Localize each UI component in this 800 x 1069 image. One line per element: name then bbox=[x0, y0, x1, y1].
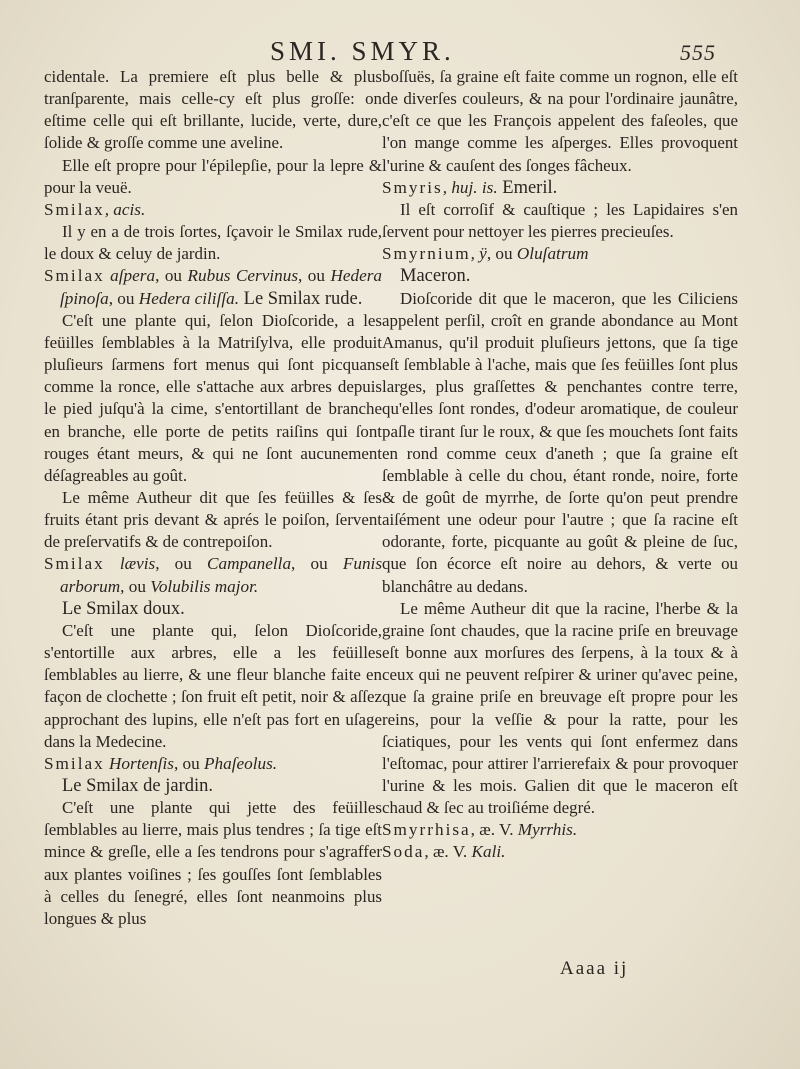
paragraph: Il y en a de trois ſortes, ſçavoir le Smilax rude, le doux & celuy de jardin. bbox=[44, 222, 382, 264]
separator: , ou bbox=[298, 266, 331, 286]
entry-heading bbox=[382, 819, 738, 841]
signature-mark: Aaaa ij bbox=[560, 958, 629, 979]
entry-heading bbox=[382, 841, 738, 863]
paragraph: Le même Autheur dit que ſes feüilles & ſes fruits étant pris devant & aprés le poiſon, ſervent de preſervatifs & de contrepoiſon. bbox=[44, 487, 382, 552]
french-name: Le Smilax rude. bbox=[239, 288, 363, 309]
page-number: 555 bbox=[680, 40, 716, 65]
synonym: Oluſatrum bbox=[516, 244, 589, 264]
paragraph: Il eſt corroſif & cauſtique ; les Lapidaires s'en ſervent pour nettoyer les pierres precieuſes. bbox=[382, 199, 738, 242]
entry-heading bbox=[44, 553, 382, 597]
synonym: Rubus Cervinus bbox=[187, 266, 299, 286]
french-name: Emeril. bbox=[497, 177, 558, 198]
synonym: Hortenſis bbox=[104, 753, 174, 773]
synonym: lævis bbox=[104, 554, 156, 574]
headword: Smyris bbox=[382, 177, 443, 197]
headword: Smyrnium bbox=[382, 244, 471, 264]
grammar: , æ. V. bbox=[470, 820, 514, 840]
french-name: Le Smilax doux. bbox=[62, 598, 185, 619]
synonym: aſpera bbox=[104, 266, 156, 286]
entry-heading bbox=[382, 243, 738, 265]
headword: Smilax bbox=[44, 266, 105, 286]
paragraph: Elle eſt propre pour l'épilepſie, pour la lepre & pour la veuë. bbox=[44, 155, 382, 197]
french-name: Maceron. bbox=[400, 266, 471, 287]
french-name: Le Smilax de jardin. bbox=[62, 776, 214, 796]
headword: Soda bbox=[382, 842, 425, 862]
synonym: Hedera ſpinoſa bbox=[60, 266, 383, 308]
separator: , ou bbox=[291, 554, 343, 574]
separator: , ou bbox=[120, 576, 151, 596]
running-head: SMI. SMYR. bbox=[270, 36, 455, 66]
entry-heading bbox=[44, 199, 382, 221]
separator: , ou bbox=[155, 266, 188, 286]
paragraph: Le même Autheur dit que la racine, l'herbe & la graine ſont chaudes, que la racine priſe en breuvage eſt bonne aux morſures des ſerpens, à la toux & à ceux qui ne peuvent reſpirer & uriner qu'avec peine, que ſa graine priſe en breuvage eſt propre pour les reins, pour la veſſie & pour la ratte, pour les ſciatiques, pour les vents qui ſont enfermez dans l'eſtomac, pour attirer l'arrierefaix & pour provoquer l'urine & les mois. Galien dit que le maceron eſt chaud & ſec au troiſiéme degré. bbox=[382, 598, 738, 818]
synonym: Funis arborum bbox=[60, 554, 383, 596]
entry-heading bbox=[44, 753, 382, 775]
left-column bbox=[44, 66, 382, 930]
separator: , ou bbox=[108, 288, 139, 308]
right-column bbox=[382, 66, 738, 864]
synonym: Hedera ciliſſa. bbox=[138, 288, 240, 308]
entry-heading bbox=[382, 177, 738, 199]
headword: Smilax bbox=[44, 554, 105, 574]
grammar: , acis. bbox=[104, 199, 146, 219]
separator: , ou bbox=[155, 554, 208, 574]
paragraph: C'eſt une plante qui, ſelon Dioſcoride, s'entortille aux arbres, elle a les feüilles ſemblables au lierre, & une fleur blanche faite en façon de clochette ; ſon fruit eſt petit, noir & aſſez approchant des lupins, elle n'eſt pas fort en uſage dans la Medecine. bbox=[44, 620, 382, 751]
paragraph: cidentale. La premiere eſt plus belle & plus tranſparente, mais celle-cy eſt plus groſſe: on eſtime celle qui eſt brillante, lucide, verte, dure, ſolide & groſſe comme une aveline. bbox=[44, 67, 382, 153]
paragraph: Dioſcoride dit que le maceron, que les Ciliciens appelent perſil, croît en grande abondance au Mont Amanus, qu'il produit pluſieurs jettons, que ſa tige eſt ſemblable à l'ache, mais que ſes feüilles ſont plus larges, plus graſſettes & penchantes contre terre, qu'elles ſont rondes, d'odeur aromatique, de couleur paſle tirant ſur le roux, & que ſes mouchets ſont faits en rond comme ceux d'aneth ; que ſa graine eſt ſemblable à celle du chou, étant ronde, noire, forte & de goût de myrrhe, de ſorte qu'on peut prendre aiſément une odeur pour l'autre ; que ſa racine eſt odorante, forte, picquante au goût & pleine de ſuc, que ſon écorce eſt noire au dehors, & verte ou blanchâtre au dedans. bbox=[382, 288, 738, 596]
paragraph: C'eſt une plante qui, ſelon Dioſcoride, a les feüilles ſemblables à la Matriſylva, elle produit pluſieurs ſarmens fort menus qui ſont picquans comme la ronce, elle s'attache aux arbres depuis le pied juſqu'à la cime, s'entortillant de branche en branche, elle porte de petits raiſins qui ſont rouges étant meurs, & qui ne ſont aucunement déſagreables au goût. bbox=[44, 310, 382, 485]
page-header bbox=[0, 36, 800, 70]
separator: , ou bbox=[173, 753, 205, 773]
headword: Smilax bbox=[44, 199, 105, 219]
grammar: , huj. is. bbox=[442, 177, 498, 197]
synonym: Phaſeolus. bbox=[204, 753, 278, 773]
separator: , ou bbox=[486, 244, 517, 264]
synonym: Volubilis major. bbox=[150, 576, 259, 596]
paragraph: boſſuës, ſa graine eſt faite comme un rognon, elle eſt de diverſes couleurs, & na pour l'ordinaire jaunâtre, c'eſt ce que les François appelent des faſeoles, que l'on mange comme les aſperges. Elles provoquent l'urine & cauſent des ſonges fâcheux. bbox=[382, 67, 738, 175]
grammar: , ÿ bbox=[470, 244, 487, 264]
synonym: Campanella bbox=[207, 554, 292, 574]
headword: Smilax bbox=[44, 753, 105, 773]
entry-heading bbox=[44, 265, 382, 309]
cross-reference: Myrrhis. bbox=[513, 820, 578, 840]
cross-reference: Kali. bbox=[467, 842, 506, 862]
paragraph: C'eſt une plante qui jette des feüilles ſemblables au lierre, mais plus tendres ; ſa tige eſt mince & greſle, elle a ſes tendrons pour s'agraffer aux plantes voiſines ; ſes gouſſes ſont ſemblables à celles du ſenegré, elles ſont neanmoins plus longues & plus bbox=[44, 798, 382, 928]
grammar: , æ. V. bbox=[424, 842, 468, 862]
headword: Smyrrhisa bbox=[382, 820, 471, 840]
